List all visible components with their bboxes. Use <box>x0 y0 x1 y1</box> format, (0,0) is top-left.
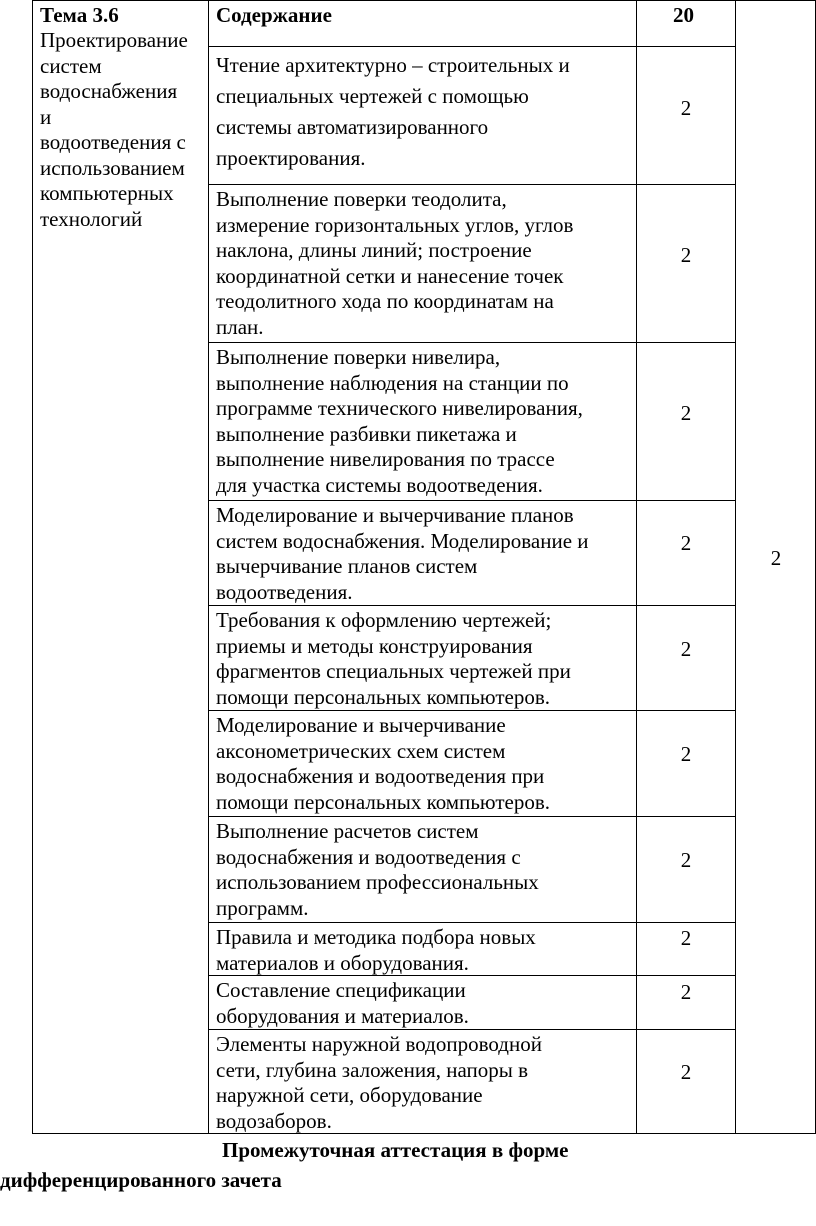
table-left-border <box>32 0 33 1134</box>
lesson-hours: 2 <box>680 96 692 120</box>
certification-line-2: дифференцированного зачета <box>0 1168 282 1192</box>
content-column-divider <box>636 0 637 1134</box>
lesson-content: Моделирование и вычерчивание планов систем водоснабжения. Моделирование и вычерчивание планов систем водоотведения. <box>216 503 589 604</box>
lesson-content: Выполнение расчетов систем водоснабжения и водоотведения с использованием профессиональных программ. <box>216 819 539 920</box>
lesson-hours: 2 <box>680 1060 692 1084</box>
lesson-hours: 2 <box>680 637 692 661</box>
lesson-content: Моделирование и вычерчивание аксонометрических схем систем водоснабжения и водоотведения при помощи персональных компьютеров. <box>216 713 550 814</box>
hours-total: 20 <box>673 3 694 27</box>
lesson-content: Выполнение поверки теодолита, измерение горизонтальных углов, углов наклона, длины линий; построение координатной сетки и нанесение точек теодолитного хода по координатам на план. <box>216 187 574 339</box>
level-value: 2 <box>770 546 782 570</box>
lesson-hours: 2 <box>680 742 692 766</box>
row-separator <box>208 922 736 923</box>
topic-title: Тема 3.6 <box>40 3 119 27</box>
lesson-content: Правила и методика подбора новых материалов и оборудования. <box>216 925 536 975</box>
row-separator <box>208 1029 736 1030</box>
lesson-content: Выполнение поверки нивелира, выполнение наблюдения на станции по программе технического нивелирования, выполнение разбивки пикетажа и выполнение нивелирования по трассе для участка системы водоотведения. <box>216 345 583 497</box>
certification-line-1: Промежуточная аттестация в форме <box>222 1138 569 1162</box>
lesson-hours: 2 <box>680 980 692 1004</box>
row-separator <box>208 184 736 185</box>
topic-description: Проектирование систем водоснабжения и водоотведения с использованием компьютерных технологий <box>40 28 188 231</box>
lesson-hours: 2 <box>680 848 692 872</box>
lesson-content: Элементы наружной водопроводной сети, глубина заложения, напоры в наружной сети, оборудование водозаборов. <box>216 1032 542 1133</box>
content-header: Содержание <box>216 3 332 27</box>
lesson-content: Чтение архитектурно – строительных и специальных чертежей с помощью системы автоматизированного проектирования. <box>216 53 570 170</box>
row-separator <box>208 710 736 711</box>
lesson-content: Требования к оформлению чертежей; приемы и методы конструирования фрагментов специальных чертежей при помощи персональных компьютеров. <box>216 608 571 709</box>
lesson-hours: 2 <box>680 531 692 555</box>
row-separator <box>208 500 736 501</box>
lesson-hours: 2 <box>680 926 692 950</box>
topic-column-divider <box>208 0 209 1134</box>
lesson-content: Составление спецификации оборудования и материалов. <box>216 978 469 1028</box>
row-separator <box>208 605 736 606</box>
lesson-hours: 2 <box>680 401 692 425</box>
table-top-border <box>32 0 816 1</box>
lesson-hours: 2 <box>680 243 692 267</box>
row-separator <box>208 342 736 343</box>
row-separator <box>208 46 736 47</box>
row-separator <box>208 816 736 817</box>
